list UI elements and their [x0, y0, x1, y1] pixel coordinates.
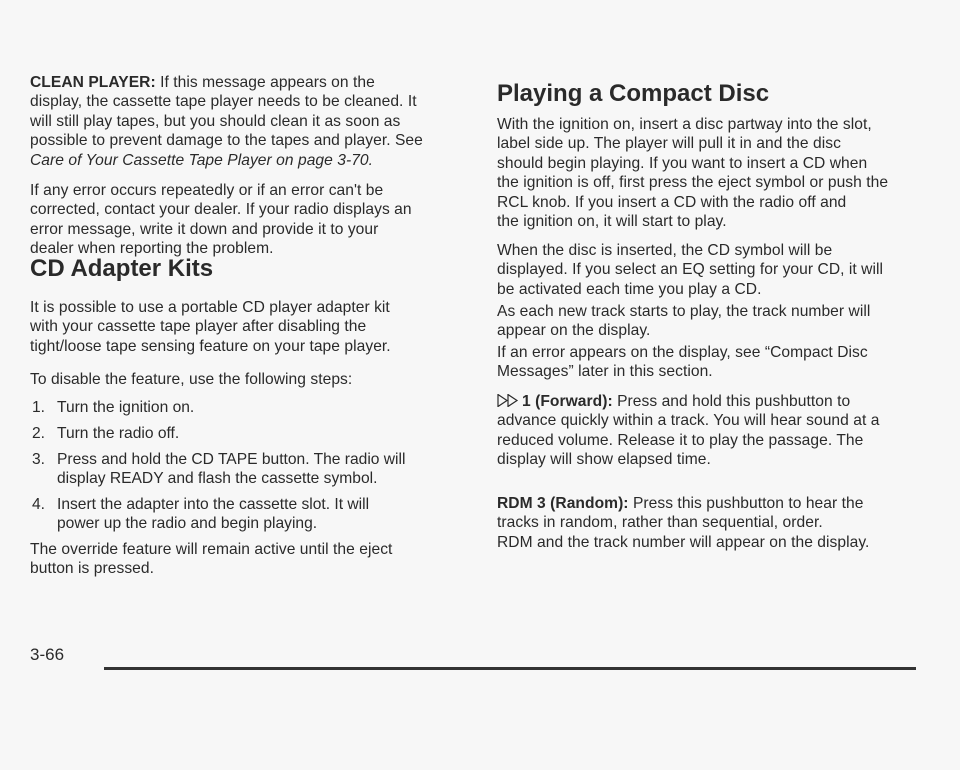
error-messages-paragraph: If an error appears on the display, see “Compact Disc Messages” later in this section.: [497, 344, 868, 381]
random-paragraph: [497, 494, 937, 552]
cd-symbol-paragraph: When the disc is inserted, the CD symbol will be displayed. If you select an EQ setting for your CD, it will be activated each time you play a CD.: [497, 242, 884, 298]
footer-rule: [104, 667, 916, 670]
override-paragraph: The override feature will remain active until the eject button is pressed.: [30, 541, 393, 578]
disable-intro: To disable the feature, use the following steps:: [30, 371, 353, 388]
fast-forward-icon: [497, 394, 522, 407]
step-text: Turn the ignition on.: [57, 399, 195, 416]
step-number: 2.: [32, 425, 46, 442]
clean-player-text: If this message appears on the display, the cassette tape player needs to be cleaned. It will still play tapes, but you should clean it as soon as possible to prevent damage to the tapes and player. See: [30, 74, 423, 150]
step-number: 1.: [32, 399, 46, 416]
playing-cd-heading: Playing a Compact Disc: [497, 80, 770, 107]
forward-text: Press and hold this pushbutton to advance quickly within a track. You will hear sound at a reduced volume. Release it to play the passage. The display will show elapsed time.: [497, 393, 880, 469]
step-number: 4.: [32, 496, 46, 513]
adapter-paragraph: It is possible to use a portable CD player adapter kit with your cassette tape player after disabling the tight/loose tape sensing feature on your tape player.: [30, 299, 391, 355]
clean-player-label: CLEAN PLAYER:: [30, 74, 156, 91]
step-text: Press and hold the CD TAPE button. The radio will display READY and flash the cassette symbol.: [57, 451, 406, 488]
clean-player-paragraph: [30, 73, 470, 170]
forward-label: 1 (Forward):: [522, 393, 613, 410]
cassette-care-reference: Care of Your Cassette Tape Player on page 3-70.: [30, 151, 374, 169]
track-number-paragraph: As each new track starts to play, the track number will appear on the display.: [497, 303, 871, 340]
cd-adapter-heading: CD Adapter Kits: [30, 255, 214, 282]
error-paragraph: If any error occurs repeatedly or if an error can't be corrected, contact your dealer. If your radio displays an error message, write it down and provide it to your dealer when reporting the problem.: [30, 182, 412, 258]
step-text: Turn the radio off.: [57, 425, 180, 442]
page-number: 3-66: [30, 645, 65, 664]
step-text: Insert the adapter into the cassette slot. It will power up the radio and begin playing.: [57, 496, 370, 533]
insert-disc-paragraph: With the ignition on, insert a disc partway into the slot, label side up. The player will pull it in and the disc should begin playing. If you want to insert a CD when the ignition is off, first press the eject symbol or push the RCL knob. If you insert a CD with the radio off and the ignition on, it will start to play.: [497, 116, 889, 231]
random-text: Press this pushbutton to hear the tracks in random, rather than sequential, order. RDM and the track number will appear on the display.: [497, 495, 870, 551]
step-number: 3.: [32, 451, 46, 468]
forward-paragraph: [497, 392, 937, 470]
random-label: RDM 3 (Random):: [497, 495, 629, 512]
